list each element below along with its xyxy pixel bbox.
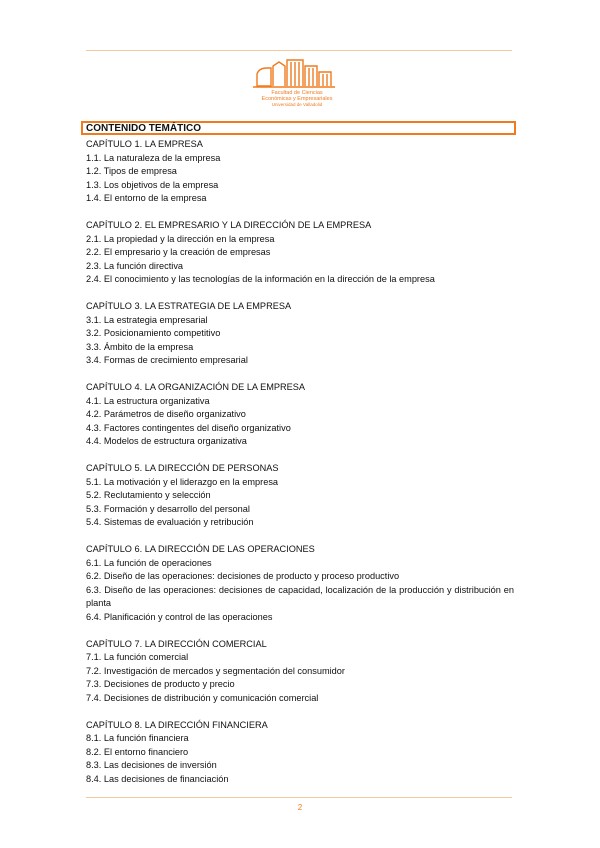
chapter-title: CAPÍTULO 5. LA DIRECCIÓN DE PERSONAS	[86, 463, 279, 473]
chapter-item: 3.1. La estrategia empresarial	[86, 314, 208, 325]
chapter-item: 7.2. Investigación de mercados y segmentación del consumidor	[86, 665, 345, 676]
chapter-item: 4.1. La estructura organizativa	[86, 395, 210, 406]
chapter-2	[86, 219, 514, 287]
chapter-item: 5.4. Sistemas de evaluación y retribución	[86, 517, 254, 527]
section-title-box	[81, 121, 516, 135]
chapter-item: 2.4. El conocimiento y las tecnologías de la información en la dirección de la empresa	[86, 274, 435, 284]
chapter-item: 4.3. Factores contingentes del diseño organizativo	[86, 422, 291, 433]
chapter-item: 1.1. La naturaleza de la empresa	[86, 152, 221, 163]
chapter-7	[86, 638, 514, 706]
logo-line-3: Universidad de Valladolid	[271, 102, 323, 107]
chapter-item: 1.3. Los objetivos de la empresa	[86, 179, 219, 190]
chapter-item: 8.1. La función financiera	[86, 733, 189, 743]
footer-rule	[86, 797, 512, 798]
chapter-item: 4.2. Parámetros de diseño organizativo	[86, 409, 246, 419]
chapter-item: 1.2. Tipos de empresa	[86, 166, 177, 176]
logo-line-1: Facultad de Ciencias	[271, 90, 323, 96]
chapter-3	[86, 300, 514, 368]
chapter-list	[86, 138, 514, 800]
chapter-1	[86, 138, 514, 206]
chapter-item: 6.4. Planificación y control de las operaciones	[86, 611, 273, 622]
logo-line-2: Económicas y Empresariales	[261, 96, 333, 102]
chapter-4	[86, 381, 514, 449]
chapter-item: 7.1. La función comercial	[86, 652, 189, 662]
building-logo-icon	[245, 56, 355, 92]
chapter-item: 3.2. Posicionamiento competitivo	[86, 328, 221, 338]
chapter-item: 7.3. Decisiones de producto y precio	[86, 679, 235, 689]
chapter-item: 2.2. El empresario y la creación de empresas	[86, 247, 271, 257]
chapter-item: 6.1. La función de operaciones	[86, 557, 212, 568]
chapter-6	[86, 543, 514, 624]
chapter-title: CAPÍTULO 6. LA DIRECCIÓN DE LAS OPERACIONES	[86, 544, 315, 554]
chapter-item: 2.1. La propiedad y la dirección en la empresa	[86, 233, 275, 244]
chapter-item: 5.2. Reclutamiento y selección	[86, 490, 211, 500]
chapter-item: 3.3. Ámbito de la empresa	[86, 341, 194, 352]
chapter-item: 7.4. Decisiones de distribución y comunicación comercial	[86, 692, 319, 703]
chapter-title: CAPÍTULO 1. LA EMPRESA	[86, 139, 203, 149]
chapter-item: 8.2. El entorno financiero	[86, 746, 189, 757]
chapter-title: CAPÍTULO 4. LA ORGANIZACIÓN DE LA EMPRESA	[86, 382, 306, 392]
chapter-item: 4.4. Modelos de estructura organizativa	[86, 436, 247, 446]
chapter-item: 5.1. La motivación y el liderazgo en la empresa	[86, 476, 279, 487]
chapter-item: 8.3. Las decisiones de inversión	[86, 760, 217, 770]
chapter-title: CAPÍTULO 8. LA DIRECCIÓN FINANCIERA	[86, 719, 268, 730]
chapter-item: 8.4. Las decisiones de financiación	[86, 773, 229, 784]
logo-caption	[255, 90, 339, 108]
chapter-item: 6.2. Diseño de las operaciones: decisiones de producto y proceso productivo	[86, 571, 400, 581]
chapter-item: 6.3. Diseño de las operaciones: decisiones de capacidad, localización de la producción y distribución en planta	[86, 584, 514, 608]
faculty-logo	[245, 56, 355, 118]
section-title: CONTENIDO TEMÁTICO	[86, 123, 201, 134]
chapter-item: 1.4. El entorno de la empresa	[86, 193, 207, 203]
header-rule	[86, 50, 512, 51]
chapter-title: CAPÍTULO 7. LA DIRECCIÓN COMERCIAL	[86, 638, 267, 649]
chapter-item: 5.3. Formación y desarrollo del personal	[86, 503, 250, 514]
chapter-8	[86, 719, 514, 787]
chapter-item: 3.4. Formas de crecimiento empresarial	[86, 355, 248, 365]
chapter-5	[86, 462, 514, 530]
chapter-title: CAPÍTULO 2. EL EMPRESARIO Y LA DIRECCIÓN DE LA EMPRESA	[86, 220, 372, 230]
chapter-item: 2.3. La función directiva	[86, 260, 184, 271]
chapter-title: CAPÍTULO 3. LA ESTRATEGIA DE LA EMPRESA	[86, 301, 292, 311]
page-number: 2	[297, 803, 303, 812]
